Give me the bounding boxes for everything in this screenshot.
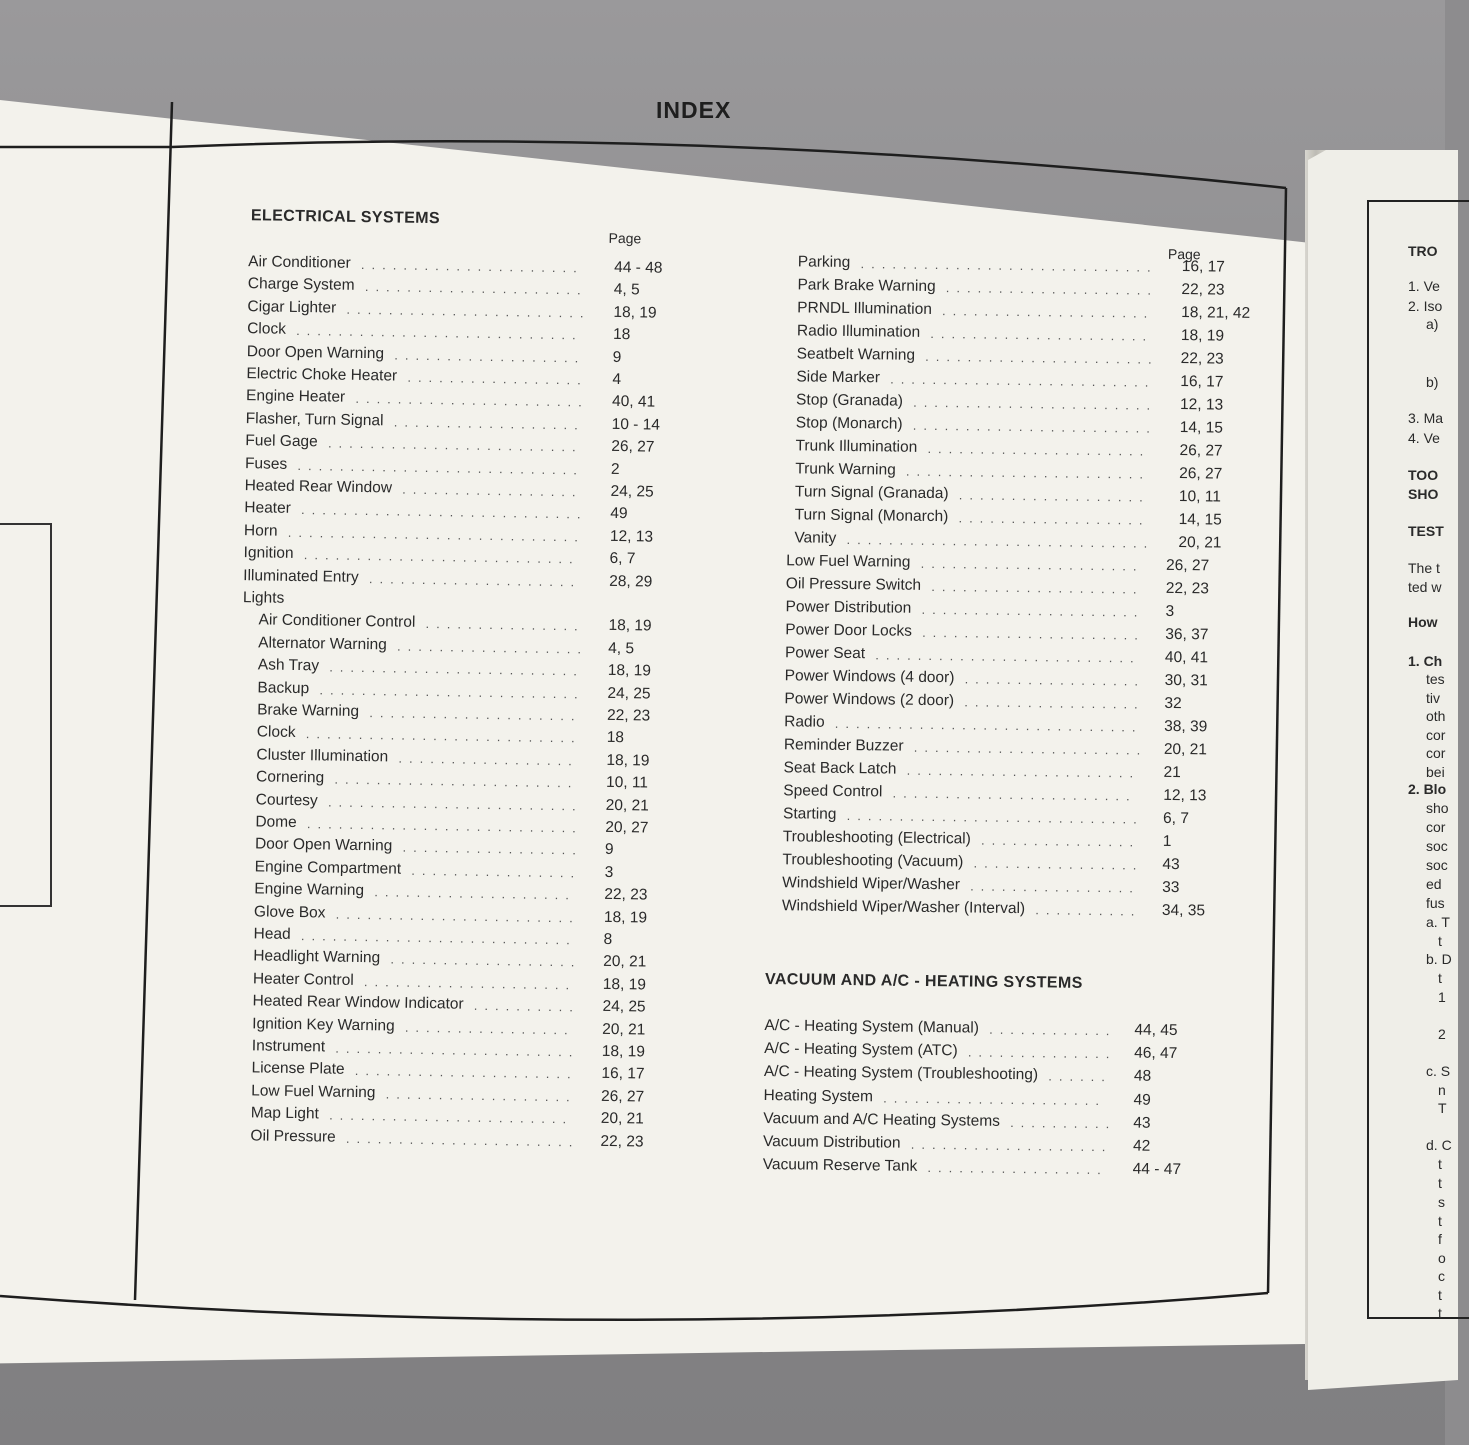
entry-label: Seat Back Latch <box>783 759 897 778</box>
entry-label: Heated Rear Window Indicator <box>252 992 464 1013</box>
entry-label: Park Brake Warning <box>797 276 936 296</box>
entry-page-number: 28, 29 <box>609 572 653 591</box>
entry-label: Alternator Warning <box>258 634 387 654</box>
entry-label: Air Conditioner <box>248 253 351 272</box>
facing-page-line: soc <box>1426 857 1448 873</box>
page-title: INDEX <box>656 97 732 123</box>
entry-label: Cornering <box>255 768 325 787</box>
entry-page-number: 43 <box>1162 855 1180 874</box>
facing-page-line: fus <box>1426 895 1445 911</box>
leader-dots: ..................... <box>921 601 1145 620</box>
facing-page-line: c <box>1438 1268 1445 1284</box>
entry-label: Turn Signal (Monarch) <box>794 506 949 526</box>
entry-page-number: 20, 21 <box>602 1020 646 1039</box>
entry-label: Brake Warning <box>257 701 360 720</box>
entry-page-number: 18, 19 <box>606 751 650 770</box>
entry-page-number: 4 <box>612 370 622 389</box>
electrical-heading: ELECTRICAL SYSTEMS <box>250 207 441 228</box>
entry-page-number: 20, 21 <box>1163 740 1208 759</box>
facing-page-line: ed <box>1426 876 1442 892</box>
entry-label: Flasher, Turn Signal <box>245 409 384 430</box>
entry-page-number: 18, 19 <box>613 303 657 322</box>
entry-label: A/C - Heating System (Troubleshooting) <box>763 1063 1039 1084</box>
leader-dots: ............................. <box>834 715 1143 735</box>
leader-dots: ............................ <box>846 807 1144 827</box>
leader-dots: .................... <box>369 705 582 724</box>
leader-dots: .................. <box>393 414 585 433</box>
entry-label: Power Seat <box>784 644 866 663</box>
entry-page-number: 44 - 47 <box>1132 1160 1182 1179</box>
leader-dots: .................... <box>368 570 582 590</box>
leader-dots: ..................... <box>360 256 584 276</box>
entry-label: Horn <box>243 521 278 540</box>
entry-label: Heated Rear Window <box>244 477 393 497</box>
facing-page-line: ted w <box>1408 579 1442 595</box>
facing-page-line: cor <box>1426 745 1446 761</box>
facing-page-line: t <box>1438 1287 1442 1303</box>
leader-dots: ....................... <box>346 301 591 321</box>
facing-page-line: soc <box>1426 838 1448 854</box>
entry-page-number: 14, 15 <box>1179 419 1224 437</box>
leader-dots: ..................... <box>920 555 1144 574</box>
entry-label: Clock <box>256 723 296 742</box>
leader-dots: ................. <box>964 694 1145 712</box>
entry-page-number: 33 <box>1162 878 1180 897</box>
entry-page-number: 26, 27 <box>600 1087 645 1106</box>
entry-label: Side Marker <box>796 368 881 387</box>
entry-label: Power Windows (2 door) <box>784 690 955 710</box>
leader-dots: ................... <box>910 1136 1113 1155</box>
leader-dots: ...................... <box>925 348 1159 367</box>
leader-dots: ........................ <box>327 794 583 814</box>
entry-page-number: 43 <box>1133 1114 1151 1132</box>
leader-dots: .................. <box>958 487 1150 505</box>
facing-page-line: t <box>1438 1156 1442 1172</box>
entry-page-number: 18, 19 <box>607 662 652 680</box>
leader-dots: ......................... <box>890 371 1156 390</box>
entry-page-number: 14, 15 <box>1178 511 1222 529</box>
entry-label: Heater <box>244 499 291 518</box>
leader-dots: ................. <box>398 750 579 769</box>
facing-page-line: 1. Ch <box>1408 653 1443 669</box>
entry-label: Air Conditioner Control <box>258 611 416 632</box>
entry-page-number: 24, 25 <box>607 684 651 703</box>
facing-page-line: TRO <box>1408 243 1438 259</box>
entry-label: Speed Control <box>783 782 883 801</box>
entry-page-number: 26, 27 <box>611 438 655 456</box>
facing-page-line: TEST <box>1408 523 1444 539</box>
facing-page-line: How <box>1408 614 1438 630</box>
leader-dots: ................. <box>964 671 1146 689</box>
entry-page-number: 9 <box>612 348 622 366</box>
facing-page-line: SHO <box>1408 486 1439 502</box>
leader-dots: ...................... <box>355 391 589 410</box>
leader-dots: .................... <box>363 973 577 993</box>
facing-page-line: The t <box>1408 560 1440 576</box>
leader-dots: ........................... <box>300 502 588 522</box>
entry-page-number: 3 <box>604 863 614 881</box>
leader-dots: .................. <box>394 347 586 366</box>
facing-page-line: f <box>1438 1231 1442 1247</box>
leader-dots: .................... <box>945 280 1159 298</box>
entry-label: A/C - Heating System (ATC) <box>764 1040 958 1060</box>
entry-label: Stop (Monarch) <box>795 414 903 433</box>
entry-page-number: 10, 11 <box>605 774 649 792</box>
entry-page-number: 26, 27 <box>1179 465 1223 483</box>
leader-dots: ..................... <box>354 1063 578 1082</box>
page-column-header-2: Page <box>1167 245 1201 263</box>
leader-dots: ................. <box>927 1160 1108 1178</box>
leader-dots: ........................ <box>329 659 585 679</box>
entry-label: Glove Box <box>253 902 326 922</box>
entry-label: Dome <box>255 813 297 832</box>
leader-dots: .......................... <box>303 547 580 567</box>
entry-page-number: 22, 23 <box>1181 281 1225 299</box>
entry-page-number: 3 <box>1165 602 1175 620</box>
entry-label: Parking <box>797 253 851 271</box>
entry-page-number: 12, 13 <box>1179 396 1224 414</box>
leader-dots: ............... <box>425 616 585 634</box>
facing-page-line: o <box>1438 1250 1446 1266</box>
leader-dots: ....................... <box>334 771 579 791</box>
entry-page-number: 22, 23 <box>604 886 648 904</box>
leader-dots: ...................... <box>906 762 1141 781</box>
entry-label: Power Windows (4 door) <box>784 667 955 687</box>
entry-page-number: 9 <box>604 841 614 859</box>
facing-page-line: t <box>1438 933 1442 949</box>
entry-label: Windshield Wiper/Washer (Interval) <box>781 897 1026 918</box>
entry-label: Trunk Warning <box>795 460 896 479</box>
facing-page-line: t <box>1438 970 1442 986</box>
leader-dots: ....................... <box>335 1040 580 1060</box>
entry-label: Trunk Illumination <box>795 437 918 456</box>
facing-page-line: t <box>1438 1213 1442 1229</box>
facing-page-line: s <box>1438 1194 1445 1210</box>
facing-page-line: cor <box>1426 819 1446 835</box>
facing-page-line: bei <box>1426 764 1445 780</box>
entry-page-number: 18, 19 <box>602 975 647 994</box>
facing-page-line: a. T <box>1426 914 1450 930</box>
leader-dots: .................. <box>385 1086 577 1105</box>
facing-page-line: 1. Ve <box>1408 278 1440 294</box>
facing-page-line: c. S <box>1426 1063 1451 1079</box>
entry-page-number: 49 <box>1133 1091 1151 1109</box>
leader-dots: ...................... <box>913 739 1148 758</box>
leader-dots: .............. <box>967 1044 1117 1062</box>
entry-label: Oil Pressure Switch <box>785 575 922 594</box>
entry-page-number: 36, 37 <box>1165 625 1209 644</box>
top-rule <box>172 141 1286 188</box>
entry-page-number: 18, 21, 42 <box>1181 304 1251 322</box>
entry-label: Oil Pressure <box>250 1126 336 1146</box>
entry-label: Engine Heater <box>245 387 346 407</box>
entry-label: Head <box>253 925 291 943</box>
leader-dots: ..................... <box>927 440 1151 459</box>
entry-label: Reminder Buzzer <box>783 736 904 755</box>
leader-dots: ............ <box>989 1021 1117 1039</box>
entry-label: Door Open Warning <box>254 835 393 855</box>
facing-page-line: d. C <box>1426 1137 1452 1153</box>
entry-label: Cluster Illumination <box>256 746 389 766</box>
entry-label: Engine Warning <box>254 880 365 900</box>
entry-label: Clock <box>247 320 287 338</box>
entry-label: Troubleshooting (Vacuum) <box>782 851 964 871</box>
facing-page-line: sho <box>1426 800 1449 816</box>
entry-label: Windshield Wiper/Washer <box>782 874 961 894</box>
entry-label: A/C - Heating System (Manual) <box>764 1016 980 1037</box>
leader-dots: ............................ <box>287 524 586 545</box>
entry-page-number: 18, 19 <box>603 908 648 927</box>
leader-dots: .................... <box>941 303 1155 321</box>
entry-page-number: 1 <box>1162 832 1172 850</box>
leader-dots: ....................... <box>335 906 580 926</box>
entry-page-number: 6, 7 <box>1162 809 1189 828</box>
entry-label: Ash Tray <box>257 656 320 675</box>
facing-page-line: 2 <box>1438 1026 1446 1042</box>
leader-dots: ..................... <box>883 1090 1107 1108</box>
leader-dots: ................. <box>407 369 588 388</box>
entry-page-number: 40, 41 <box>611 393 656 411</box>
entry-label: Radio Illumination <box>796 322 921 341</box>
entry-label: Backup <box>257 678 310 697</box>
entry-label: Instrument <box>251 1037 326 1056</box>
entry-label: Troubleshooting (Electrical) <box>782 828 971 848</box>
entry-label: Fuel Gage <box>245 432 318 451</box>
leader-dots: .................... <box>931 578 1144 597</box>
entry-page-number: 24, 25 <box>602 998 646 1016</box>
entry-label: Cigar Lighter <box>247 297 337 317</box>
entry-label: Door Open Warning <box>246 342 385 362</box>
leader-dots: ................ <box>970 878 1140 896</box>
leader-dots: .......................... <box>305 726 582 746</box>
entry-page-number: 16, 17 <box>601 1065 645 1083</box>
entry-label: Courtesy <box>255 790 318 809</box>
facing-page-line: TOO <box>1408 467 1439 483</box>
entry-page-number: 30, 31 <box>1164 671 1208 690</box>
leader-dots: ....................... <box>329 1107 574 1127</box>
entry-label: Map Light <box>250 1104 320 1123</box>
facing-page-line: 1 <box>1438 989 1446 1005</box>
entry-label: Engine Compartment <box>254 858 402 878</box>
entry-page-number: 22, 23 <box>600 1132 644 1151</box>
entry-page-number: 22, 23 <box>606 706 651 725</box>
entry-label: Vacuum Distribution <box>762 1132 901 1152</box>
entry-page-number: 18, 19 <box>608 617 652 635</box>
entry-label: PRNDL Illumination <box>797 299 932 318</box>
leader-dots: ..................... <box>922 624 1146 643</box>
page-column-header: Page <box>608 229 642 247</box>
leader-dots: ....................... <box>905 463 1151 482</box>
entry-label: Fuses <box>244 454 288 473</box>
entry-label: Low Fuel Warning <box>786 552 911 571</box>
entry-page-number: 20, 21 <box>603 953 647 971</box>
facing-page-line: tes <box>1426 671 1445 687</box>
leader-dots: .................. <box>396 638 589 657</box>
facing-page-line: T <box>1438 1100 1447 1116</box>
leader-dots: .......................... <box>306 816 584 836</box>
facing-page-line: 2. Blo <box>1408 781 1447 797</box>
entry-page-number: 44, 45 <box>1134 1021 1178 1040</box>
facing-page-line: 4. Ve <box>1408 430 1440 446</box>
facing-page-line: 3. Ma <box>1408 410 1444 426</box>
entry-page-number: 18, 19 <box>1180 327 1225 345</box>
entry-label: Illuminated Entry <box>243 566 359 586</box>
leader-dots: ..................... <box>364 279 588 298</box>
entry-page-number: 20, 27 <box>605 818 649 837</box>
leader-dots: ......................... <box>319 681 585 702</box>
leader-dots: ............................. <box>846 531 1155 551</box>
entry-page-number: 40, 41 <box>1164 648 1209 667</box>
left-page-box <box>0 523 52 907</box>
entry-page-number: 16, 17 <box>1181 258 1225 276</box>
leader-dots: ................ <box>411 862 582 881</box>
entry-page-number: 20, 21 <box>1178 534 1222 552</box>
entry-label: Vanity <box>794 529 837 547</box>
entry-label: Power Door Locks <box>785 621 913 640</box>
entry-page-number: 34, 35 <box>1161 901 1206 920</box>
entry-page-number: 10, 11 <box>1178 488 1222 506</box>
entry-label: Seatbelt Warning <box>796 345 916 364</box>
entry-page-number: 18 <box>612 326 631 344</box>
entry-label: Ignition Key Warning <box>252 1014 395 1035</box>
facing-page-line: 2. Iso <box>1408 298 1443 314</box>
entry-page-number: 18 <box>606 729 625 747</box>
leader-dots: .......... <box>1035 902 1142 919</box>
leader-dots: ................... <box>374 884 577 903</box>
entry-page-number: 6, 7 <box>609 550 636 568</box>
leader-dots: ......................... <box>875 647 1141 666</box>
facing-page-line: n <box>1438 1082 1446 1098</box>
leader-dots: ....................... <box>913 394 1158 413</box>
leader-dots: ................. <box>402 840 584 858</box>
leader-dots: .................. <box>958 510 1150 528</box>
facing-page-line: a) <box>1426 316 1439 332</box>
entry-page-number: 2 <box>610 460 620 478</box>
entry-page-number: 44 - 48 <box>614 258 663 277</box>
facing-page-line: t <box>1438 1175 1442 1191</box>
leader-dots: ............................ <box>860 256 1158 275</box>
entry-label: Vacuum and A/C Heating Systems <box>763 1109 1001 1130</box>
entry-page-number: 4, 5 <box>613 281 640 299</box>
entry-label: Starting <box>782 805 837 823</box>
entry-page-number: 12, 13 <box>1163 786 1207 805</box>
entry-page-number: 12, 13 <box>609 527 654 546</box>
leader-dots: ........................ <box>327 435 583 455</box>
leader-dots: ................. <box>402 481 583 500</box>
leader-dots: ...... <box>1048 1068 1113 1085</box>
leader-dots: .......... <box>1010 1114 1117 1132</box>
leader-dots: .......................... <box>300 928 577 948</box>
entry-page-number: 16, 17 <box>1180 373 1224 391</box>
entry-page-number: 48 <box>1133 1067 1152 1086</box>
facing-page-line: oth <box>1426 708 1446 724</box>
entry-page-number: 18, 19 <box>601 1042 646 1061</box>
entry-page-number: 20, 21 <box>600 1110 645 1128</box>
entry-label: Electric Choke Heater <box>246 365 398 385</box>
entry-page-number: 8 <box>603 930 613 948</box>
facing-page-line: b. D <box>1426 951 1452 967</box>
entry-page-number: 26, 27 <box>1179 442 1223 460</box>
facing-page-line: cor <box>1426 727 1446 743</box>
leader-dots: .......... <box>473 998 581 1015</box>
entry-label: License Plate <box>251 1059 345 1079</box>
entry-label: Low Fuel Warning <box>251 1082 376 1102</box>
entry-page-number: 49 <box>610 505 628 523</box>
entry-page-number: 26, 27 <box>1166 556 1210 575</box>
leader-dots: ................ <box>973 855 1144 873</box>
left-panel-divider <box>135 102 172 1300</box>
leader-dots: ............... <box>980 832 1141 850</box>
entry-page-number: 38, 39 <box>1164 717 1208 736</box>
leader-dots: ........................... <box>296 323 583 343</box>
facing-page-line: t <box>1438 1305 1442 1321</box>
entry-page-number: 32 <box>1164 694 1182 713</box>
entry-page-number: 42 <box>1132 1137 1151 1155</box>
facing-page-line: b) <box>1426 374 1439 390</box>
vacuum-heading: VACUUM AND A/C - HEATING SYSTEMS <box>764 970 1083 992</box>
entry-page-number: 46, 47 <box>1134 1044 1178 1063</box>
leader-dots: ........................... <box>297 457 585 478</box>
leader-dots: ................ <box>404 1019 575 1037</box>
entry-label: Heating System <box>763 1086 874 1105</box>
leader-dots: ..................... <box>930 325 1154 344</box>
entry-label: Charge System <box>247 275 355 295</box>
entry-page-number: 20, 21 <box>605 796 649 815</box>
entry-label: Stop (Granada) <box>796 391 904 410</box>
entry-page-number: 4, 5 <box>608 639 635 658</box>
leader-dots: ....................... <box>892 785 1137 804</box>
entry-label: Lights <box>242 589 285 607</box>
leader-dots: ....................... <box>912 417 1157 436</box>
entry-label: Vacuum Reserve Tank <box>762 1156 918 1176</box>
bottom-rule <box>0 1293 1268 1320</box>
entry-page-number: 24, 25 <box>610 482 654 501</box>
leader-dots: .................. <box>390 951 582 970</box>
facing-page-line: tiv <box>1426 690 1440 706</box>
entry-label: Turn Signal (Granada) <box>794 483 949 503</box>
leader-dots: ...................... <box>345 1130 580 1150</box>
entry-label: Heater Control <box>252 970 354 989</box>
entry-label: Headlight Warning <box>253 947 381 967</box>
entry-page-number: 22, 23 <box>1165 579 1210 598</box>
entry-page-number: 22, 23 <box>1180 350 1224 368</box>
entry-page-number: 21 <box>1163 763 1181 782</box>
entry-label: Radio <box>784 713 825 731</box>
entry-label: Power Distribution <box>785 598 912 617</box>
entry-label: Ignition <box>243 544 294 563</box>
entry-page-number: 10 - 14 <box>611 415 661 434</box>
